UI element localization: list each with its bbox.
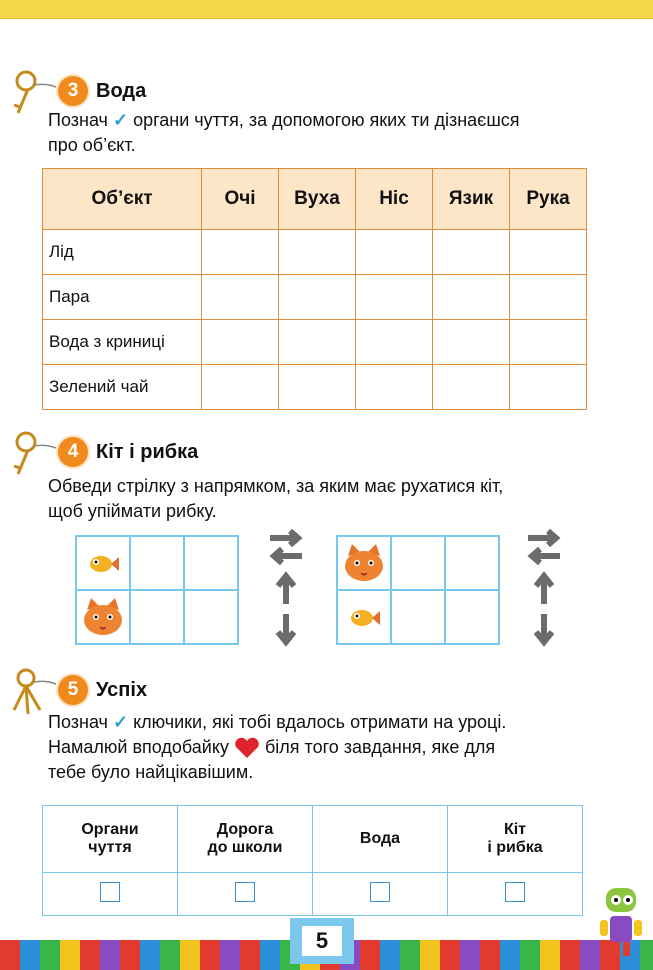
- grid-cell: [445, 590, 499, 644]
- header-water: Вода: [313, 806, 448, 873]
- checkbox-cell: [178, 873, 313, 916]
- grid-cell: [130, 536, 184, 590]
- header-eyes: Очі: [202, 169, 279, 230]
- check-cell[interactable]: [510, 230, 587, 275]
- header-cat-and-fish: Кіт і рибка: [448, 806, 583, 873]
- grid-cell: [391, 536, 445, 590]
- arrow-set-right: [524, 528, 564, 648]
- check-cell[interactable]: [433, 320, 510, 365]
- check-cell[interactable]: [433, 365, 510, 410]
- check-icon: ✓: [112, 712, 129, 732]
- header-ears: Вуха: [279, 169, 356, 230]
- grid-cell: [76, 536, 130, 590]
- arrow-down[interactable]: [536, 614, 552, 642]
- table-header-row: [43, 806, 583, 873]
- checkbox-road-to-school[interactable]: [235, 882, 255, 902]
- arrow-up[interactable]: [536, 576, 552, 604]
- grid-cell: [391, 590, 445, 644]
- task5-instruction: Познач ✓ ключики, які тобі вдалось отримати на уроці. Намалюй вподобайку біля того завдання, яке для тебе було найцікавішим.: [48, 712, 507, 782]
- check-cell[interactable]: [202, 320, 279, 365]
- header-senses: Органи чуття: [43, 806, 178, 873]
- task5-header: [10, 664, 147, 716]
- grid-cell: [337, 536, 391, 590]
- fish-icon: [347, 603, 381, 631]
- grid-left: [75, 535, 239, 645]
- header-road-to-school: Дорога до школи: [178, 806, 313, 873]
- table-header-row: [43, 169, 587, 230]
- header-tongue: Язик: [433, 169, 510, 230]
- check-cell[interactable]: [279, 320, 356, 365]
- left-right-arrows[interactable]: [270, 531, 302, 563]
- success-table: [42, 805, 583, 916]
- check-cell[interactable]: [356, 320, 433, 365]
- arrow-up[interactable]: [278, 576, 294, 604]
- arrow-down[interactable]: [278, 614, 294, 642]
- check-cell[interactable]: [356, 275, 433, 320]
- page-number-box: [290, 918, 354, 964]
- check-cell[interactable]: [356, 365, 433, 410]
- check-cell[interactable]: [202, 230, 279, 275]
- check-cell[interactable]: [279, 275, 356, 320]
- row-label: Вода з криниці: [43, 320, 202, 365]
- task4-number-badge: 4: [58, 437, 88, 467]
- grid-right: [336, 535, 500, 645]
- check-cell[interactable]: [510, 320, 587, 365]
- table-row: [43, 230, 587, 275]
- fish-icon: [86, 549, 120, 577]
- task5-title: Успіх: [96, 678, 148, 701]
- task3-title: Вода: [96, 79, 147, 102]
- task5-number-badge: 5: [58, 675, 88, 705]
- header-hand: Рука: [510, 169, 587, 230]
- task3-instruction: Познач ✓ органи чуття, за допомогою яких ти дізнаєшся про об’єкт.: [48, 110, 520, 155]
- row-label: Зелений чай: [43, 365, 202, 410]
- header-nose: Ніс: [356, 169, 433, 230]
- decorative-top-band: [0, 0, 653, 19]
- task4-title: Кіт і рибка: [96, 440, 199, 463]
- check-cell[interactable]: [202, 275, 279, 320]
- checkbox-senses[interactable]: [100, 882, 120, 902]
- header-object: Об’єкт: [43, 169, 202, 230]
- heart-icon: [234, 737, 260, 759]
- grid-cell: [76, 590, 130, 644]
- check-cell[interactable]: [279, 230, 356, 275]
- grid-cell: [184, 590, 238, 644]
- grid-cell: [445, 536, 499, 590]
- task3-number-badge: 3: [58, 76, 88, 106]
- grid-cell: [337, 590, 391, 644]
- task4-header: [10, 426, 198, 478]
- check-cell[interactable]: [510, 275, 587, 320]
- robot-mascot-icon: [596, 880, 646, 960]
- senses-table: [42, 168, 587, 410]
- table-row: [43, 275, 587, 320]
- row-label: Пара: [43, 275, 202, 320]
- check-cell[interactable]: [356, 230, 433, 275]
- keys-bunch-icon: [10, 664, 62, 716]
- check-cell[interactable]: [510, 365, 587, 410]
- cat-icon: [81, 598, 125, 636]
- table-row: [43, 320, 587, 365]
- checkbox-cell: [313, 873, 448, 916]
- checkbox-cat-and-fish[interactable]: [505, 882, 525, 902]
- check-cell[interactable]: [279, 365, 356, 410]
- row-label: Лід: [43, 230, 202, 275]
- checkbox-cell: [448, 873, 583, 916]
- check-icon: ✓: [112, 110, 129, 130]
- key-icon: [10, 426, 62, 478]
- check-cell[interactable]: [202, 365, 279, 410]
- checkbox-row: [43, 873, 583, 916]
- cat-icon: [342, 544, 386, 582]
- check-cell[interactable]: [433, 230, 510, 275]
- checkbox-cell: [43, 873, 178, 916]
- grid-cell: [130, 590, 184, 644]
- check-cell[interactable]: [433, 275, 510, 320]
- left-right-arrows[interactable]: [528, 531, 560, 563]
- grid-cell: [184, 536, 238, 590]
- page-number: 5: [302, 926, 342, 956]
- task4-instruction: Обведи стрілку з напрямком, за яким має рухатися кіт, щоб упіймати рибку.: [48, 476, 504, 521]
- table-row: [43, 365, 587, 410]
- checkbox-water[interactable]: [370, 882, 390, 902]
- arrow-set-left: [266, 528, 306, 648]
